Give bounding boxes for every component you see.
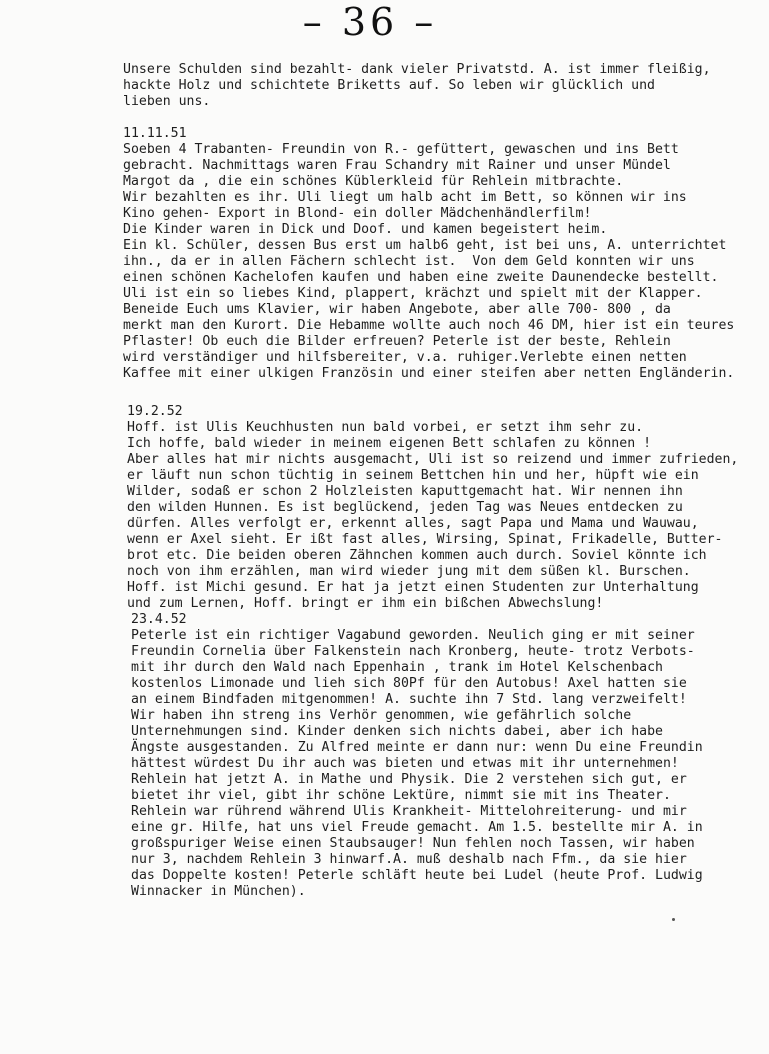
- entry-2-line-11: Beneide Euch ums Klavier, wir haben Angebote, aber alle 700- 800 , da: [123, 302, 671, 317]
- entry-3-line-7: dürfen. Alles verfolgt er, erkennt alles, sagt Papa und Mama und Wauwau,: [127, 516, 699, 531]
- entry-4-line-7: Unternehmungen sind. Kinder denken sich nichts dabei, aber ich habe: [131, 724, 663, 739]
- entry-date-11-11-51: 11.11.51: [123, 126, 187, 141]
- entry-2-line-2: gebracht. Nachmittags waren Frau Schandry mit Rainer und unser Mündel: [123, 158, 671, 173]
- entry-3-line-3: Aber alles hat mir nichts ausgemacht, Uli ist so reizend und immer zufrieden,: [127, 452, 739, 467]
- entry-2-line-13: Pflaster! Ob euch die Bilder erfreuen? Peterle ist der beste, Rehlein: [123, 334, 671, 349]
- entry-3-line-4: er läuft nun schon tüchtig in seinem Bettchen hin und her, hüpft wie ein: [127, 468, 699, 483]
- entry-4-line-6: Wir haben ihn streng ins Verhör genommen, wie gefährlich solche: [131, 708, 632, 723]
- entry-4-line-10: Rehlein hat jetzt A. in Mathe und Physik. Die 2 verstehen sich gut, er: [131, 772, 687, 787]
- entry-2-line-7: Ein kl. Schüler, dessen Bus erst um halb6 geht, ist bei uns, A. unterrichtet: [123, 238, 727, 253]
- entry-3-line-10: noch von ihm erzählen, man wird wieder jung mit dem süßen kl. Burschen.: [127, 564, 691, 579]
- entry-3-line-8: wenn er Axel sieht. Er ißt fast alles, Wirsing, Spinat, Frikadelle, Butter-: [127, 532, 723, 547]
- entry-2-line-6: Die Kinder waren in Dick und Doof. und kamen begeistert heim.: [123, 222, 608, 237]
- entry-date-19-2-52: 19.2.52: [127, 404, 183, 419]
- entry-4-line-11: bietet ihr viel, gibt ihr schöne Lektüre, nimmt sie mit ins Theater.: [131, 788, 671, 803]
- entry-4-line-5: an einem Bindfaden mitgenommen! A. suchte ihn 7 Std. lang verzweifelt!: [131, 692, 687, 707]
- entry-2-line-10: Uli ist ein so liebes Kind, plappert, krächzt und spielt mit der Klapper.: [123, 286, 703, 301]
- entry-3-line-9: brot etc. Die beiden oberen Zähnchen kommen auch durch. Soviel könnte ich: [127, 548, 707, 563]
- entry-3-line-11: Hoff. ist Michi gesund. Er hat ja jetzt einen Studenten zur Unterhaltung: [127, 580, 699, 595]
- entry-3-line-6: den wilden Hunnen. Es ist beglückend, jeden Tag was Neues entdecken zu: [127, 500, 683, 515]
- entry-4-line-14: großspuriger Weise einen Staubsauger! Nun fehlen noch Tassen, wir haben: [131, 836, 695, 851]
- entry-4-line-4: kostenlos Limonade und lieh sich 80Pf für den Autobus! Axel hatten sie: [131, 676, 687, 691]
- entry-4-line-13: eine gr. Hilfe, hat uns viel Freude gemacht. Am 1.5. bestellte mir A. in: [131, 820, 703, 835]
- page-number: – 36 –: [302, 0, 438, 44]
- entry-2-line-3: Margot da , die ein schönes Küblerkleid für Rehlein mitbrachte.: [123, 174, 624, 189]
- entry-2-line-9: einen schönen Kachelofen kaufen und haben eine zweite Daunendecke bestellt.: [123, 270, 719, 285]
- entry-4-line-9: hättest würdest Du ihr auch was bieten und etwas mit ihr unternehmen!: [131, 756, 679, 771]
- entry-2-line-14: wird verständiger und hilfsbereiter, v.a. ruhiger.Verlebte einen netten: [123, 350, 687, 365]
- entry-4-line-15: nur 3, nachdem Rehlein 3 hinwarf.A. muß deshalb nach Ffm., da sie hier: [131, 852, 687, 867]
- entry-date-23-4-52: 23.4.52: [131, 612, 187, 627]
- entry-4-line-1: Peterle ist ein richtiger Vagabund geworden. Neulich ging er mit seiner: [131, 628, 695, 643]
- entry-4-line-2: Freundin Cornelia über Falkenstein nach Kronberg, heute- trotz Verbots-: [131, 644, 695, 659]
- entry-2-line-4: Wir bezahlten es ihr. Uli liegt um halb acht im Bett, so können wir ins: [123, 190, 687, 205]
- ink-speck: [672, 918, 675, 921]
- entry-4-line-3: mit ihr durch den Wald nach Eppenhain , trank im Hotel Kelschenbach: [131, 660, 663, 675]
- entry-3-line-5: Wilder, sodaß er schon 2 Holzleisten kaputtgemacht hat. Wir nennen ihn: [127, 484, 683, 499]
- entry-3-line-1: Hoff. ist Ulis Keuchhusten nun bald vorbei, er setzt ihm sehr zu.: [127, 420, 644, 435]
- entry-3-line-12: und zum Lernen, Hoff. bringt er ihm ein bißchen Abwechslung!: [127, 596, 604, 611]
- entry-3-line-2: Ich hoffe, bald wieder in meinem eigenen Bett schlafen zu können !: [127, 436, 652, 451]
- entry-2-line-12: merkt man den Kurort. Die Hebamme wollte auch noch 46 DM, hier ist ein teures: [123, 318, 735, 333]
- entry-1-line-2: hackte Holz und schichtete Briketts auf. So leben wir glücklich und: [123, 78, 655, 93]
- entry-4-line-16: das Doppelte kosten! Peterle schläft heute bei Ludel (heute Prof. Ludwig: [131, 868, 703, 883]
- entry-1-line-3: lieben uns.: [123, 94, 211, 109]
- entry-2-line-8: ihn., da er in allen Fächern schlecht ist. Von dem Geld konnten wir uns: [123, 254, 695, 269]
- entry-2-line-15: Kaffee mit einer ulkigen Französin und einer steifen aber netten Engländerin.: [123, 366, 735, 381]
- entry-4-line-8: Ängste ausgestanden. Zu Alfred meinte er dann nur: wenn Du eine Freundin: [131, 740, 703, 755]
- entry-2-line-1: Soeben 4 Trabanten- Freundin von R.- gefüttert, gewaschen und ins Bett: [123, 142, 679, 157]
- entry-1-line-1: Unsere Schulden sind bezahlt- dank vieler Privatstd. A. ist immer fleißig,: [123, 62, 711, 77]
- entry-2-line-5: Kino gehen- Export in Blond- ein doller Mädchenhändlerfilm!: [123, 206, 592, 221]
- entry-4-line-17: Winnacker in München).: [131, 884, 306, 899]
- entry-4-line-12: Rehlein war rührend während Ulis Krankheit- Mittelohreiterung- und mir: [131, 804, 687, 819]
